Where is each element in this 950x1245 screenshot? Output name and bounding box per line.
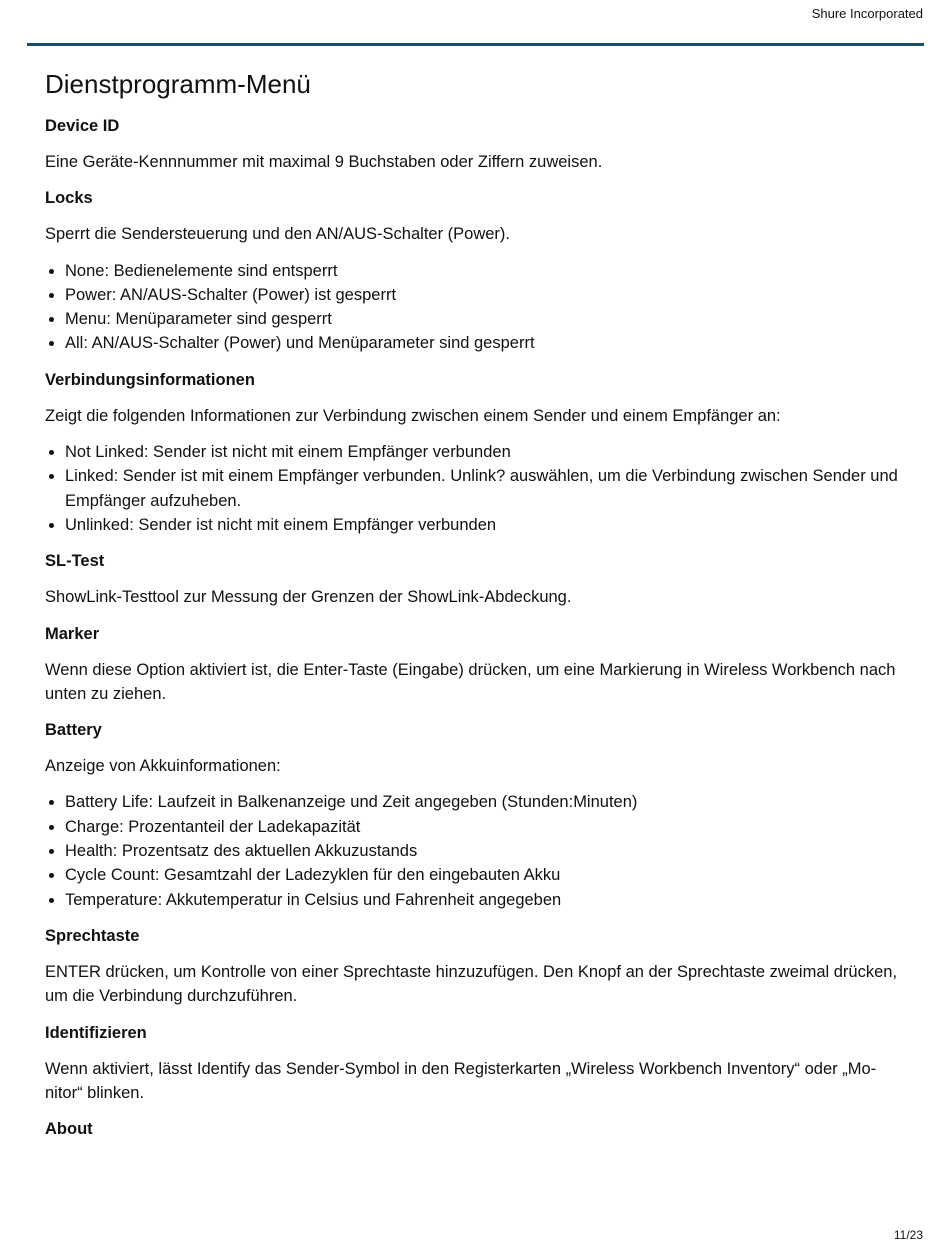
battery-list: [45, 790, 905, 911]
section-heading-device-id: Device ID: [45, 117, 120, 135]
page-title: Dienstprogramm-Menü: [45, 69, 311, 99]
document-content: [45, 66, 905, 1153]
list-item: • Unlinked: Sender ist nicht mit einem Empfänger verbunden: [65, 513, 905, 537]
list-item: • Menu: Menüparameter sind gesperrt: [65, 307, 905, 331]
section-text-sl-test: ShowLink-Testtool zur Messung der Grenzen der ShowLink-Abdeckung.: [45, 588, 572, 607]
list-item: • Health: Prozentsatz des aktuellen Akkuzustands: [65, 839, 905, 863]
section-text-device-id: Eine Geräte-Kennnummer mit maximal 9 Buchstaben oder Ziffern zuweisen.: [45, 153, 603, 171]
list-item: • None: Bedienelemente sind entsperrt: [65, 259, 905, 283]
list-item: • Power: AN/AUS-Schalter (Power) ist gesperrt: [65, 283, 905, 307]
section-text-sprechtaste: ENTER drücken, um Kontrolle von einer Sprechtaste hinzuzufügen. Den Knopf an der Sprechtaste zweimal drücken, um die Verbindung durchzuführen.: [45, 962, 898, 1006]
section-heading-identifizieren: Identifizieren: [45, 1023, 147, 1042]
page-header-company: Shure Incorporated: [811, 6, 923, 21]
section-heading-sl-test: SL-Test: [45, 552, 105, 571]
list-item: • All: AN/AUS-Schalter (Power) und Menüparameter sind gesperrt: [65, 331, 905, 355]
list-item: • Battery Life: Laufzeit in Balkenanzeige und Zeit angegeben (Stunden:Minuten): [65, 790, 905, 814]
list-item: • Charge: Prozentanteil der Ladekapazität: [65, 815, 905, 839]
section-text-verbindungsinformationen: Zeigt die folgenden Informationen zur Verbindung zwischen einem Sender und einem Empfänger an:: [45, 406, 781, 425]
section-text-marker: Wenn diese Option aktiviert ist, die Enter-Taste (Eingabe) drücken, um eine Markierung in Wireless Workbench nach unten zu ziehen.: [45, 660, 896, 703]
header-rule: [27, 43, 924, 46]
section-heading-battery: Battery: [45, 721, 102, 740]
verbindung-list: [45, 440, 905, 537]
section-heading-about: About: [45, 1120, 93, 1139]
list-item: • Not Linked: Sender ist nicht mit einem Empfänger verbunden: [65, 440, 905, 464]
section-heading-locks: Locks: [45, 189, 93, 208]
section-text-identifizieren: Wenn aktiviert, lässt Identify das Sender-Symbol in den Registerkarten „Wireless Workbench Inventory“ oder „Monitor“ blinken.: [45, 1059, 877, 1102]
page-number: 11/23: [893, 1228, 923, 1242]
list-item: • Linked: Sender ist mit einem Empfänger verbunden. Unlink? auswählen, um die Verbindung zwischen Sender und Empfänger aufzuheben.: [65, 464, 905, 513]
locks-list: [45, 259, 905, 356]
list-item: • Temperature: Akkutemperatur in Celsius und Fahrenheit angegeben: [65, 888, 905, 912]
section-heading-marker: Marker: [45, 624, 100, 643]
section-text-locks: Sperrt die Sendersteuerung und den AN/AUS-Schalter (Power).: [45, 225, 510, 244]
section-heading-sprechtaste: Sprechtaste: [45, 926, 140, 945]
section-text-battery: Anzeige von Akkuinformationen:: [45, 757, 281, 776]
list-item: • Cycle Count: Gesamtzahl der Ladezyklen für den eingebauten Akku: [65, 863, 905, 887]
section-heading-verbindungsinformationen: Verbindungsinformationen: [45, 370, 255, 389]
